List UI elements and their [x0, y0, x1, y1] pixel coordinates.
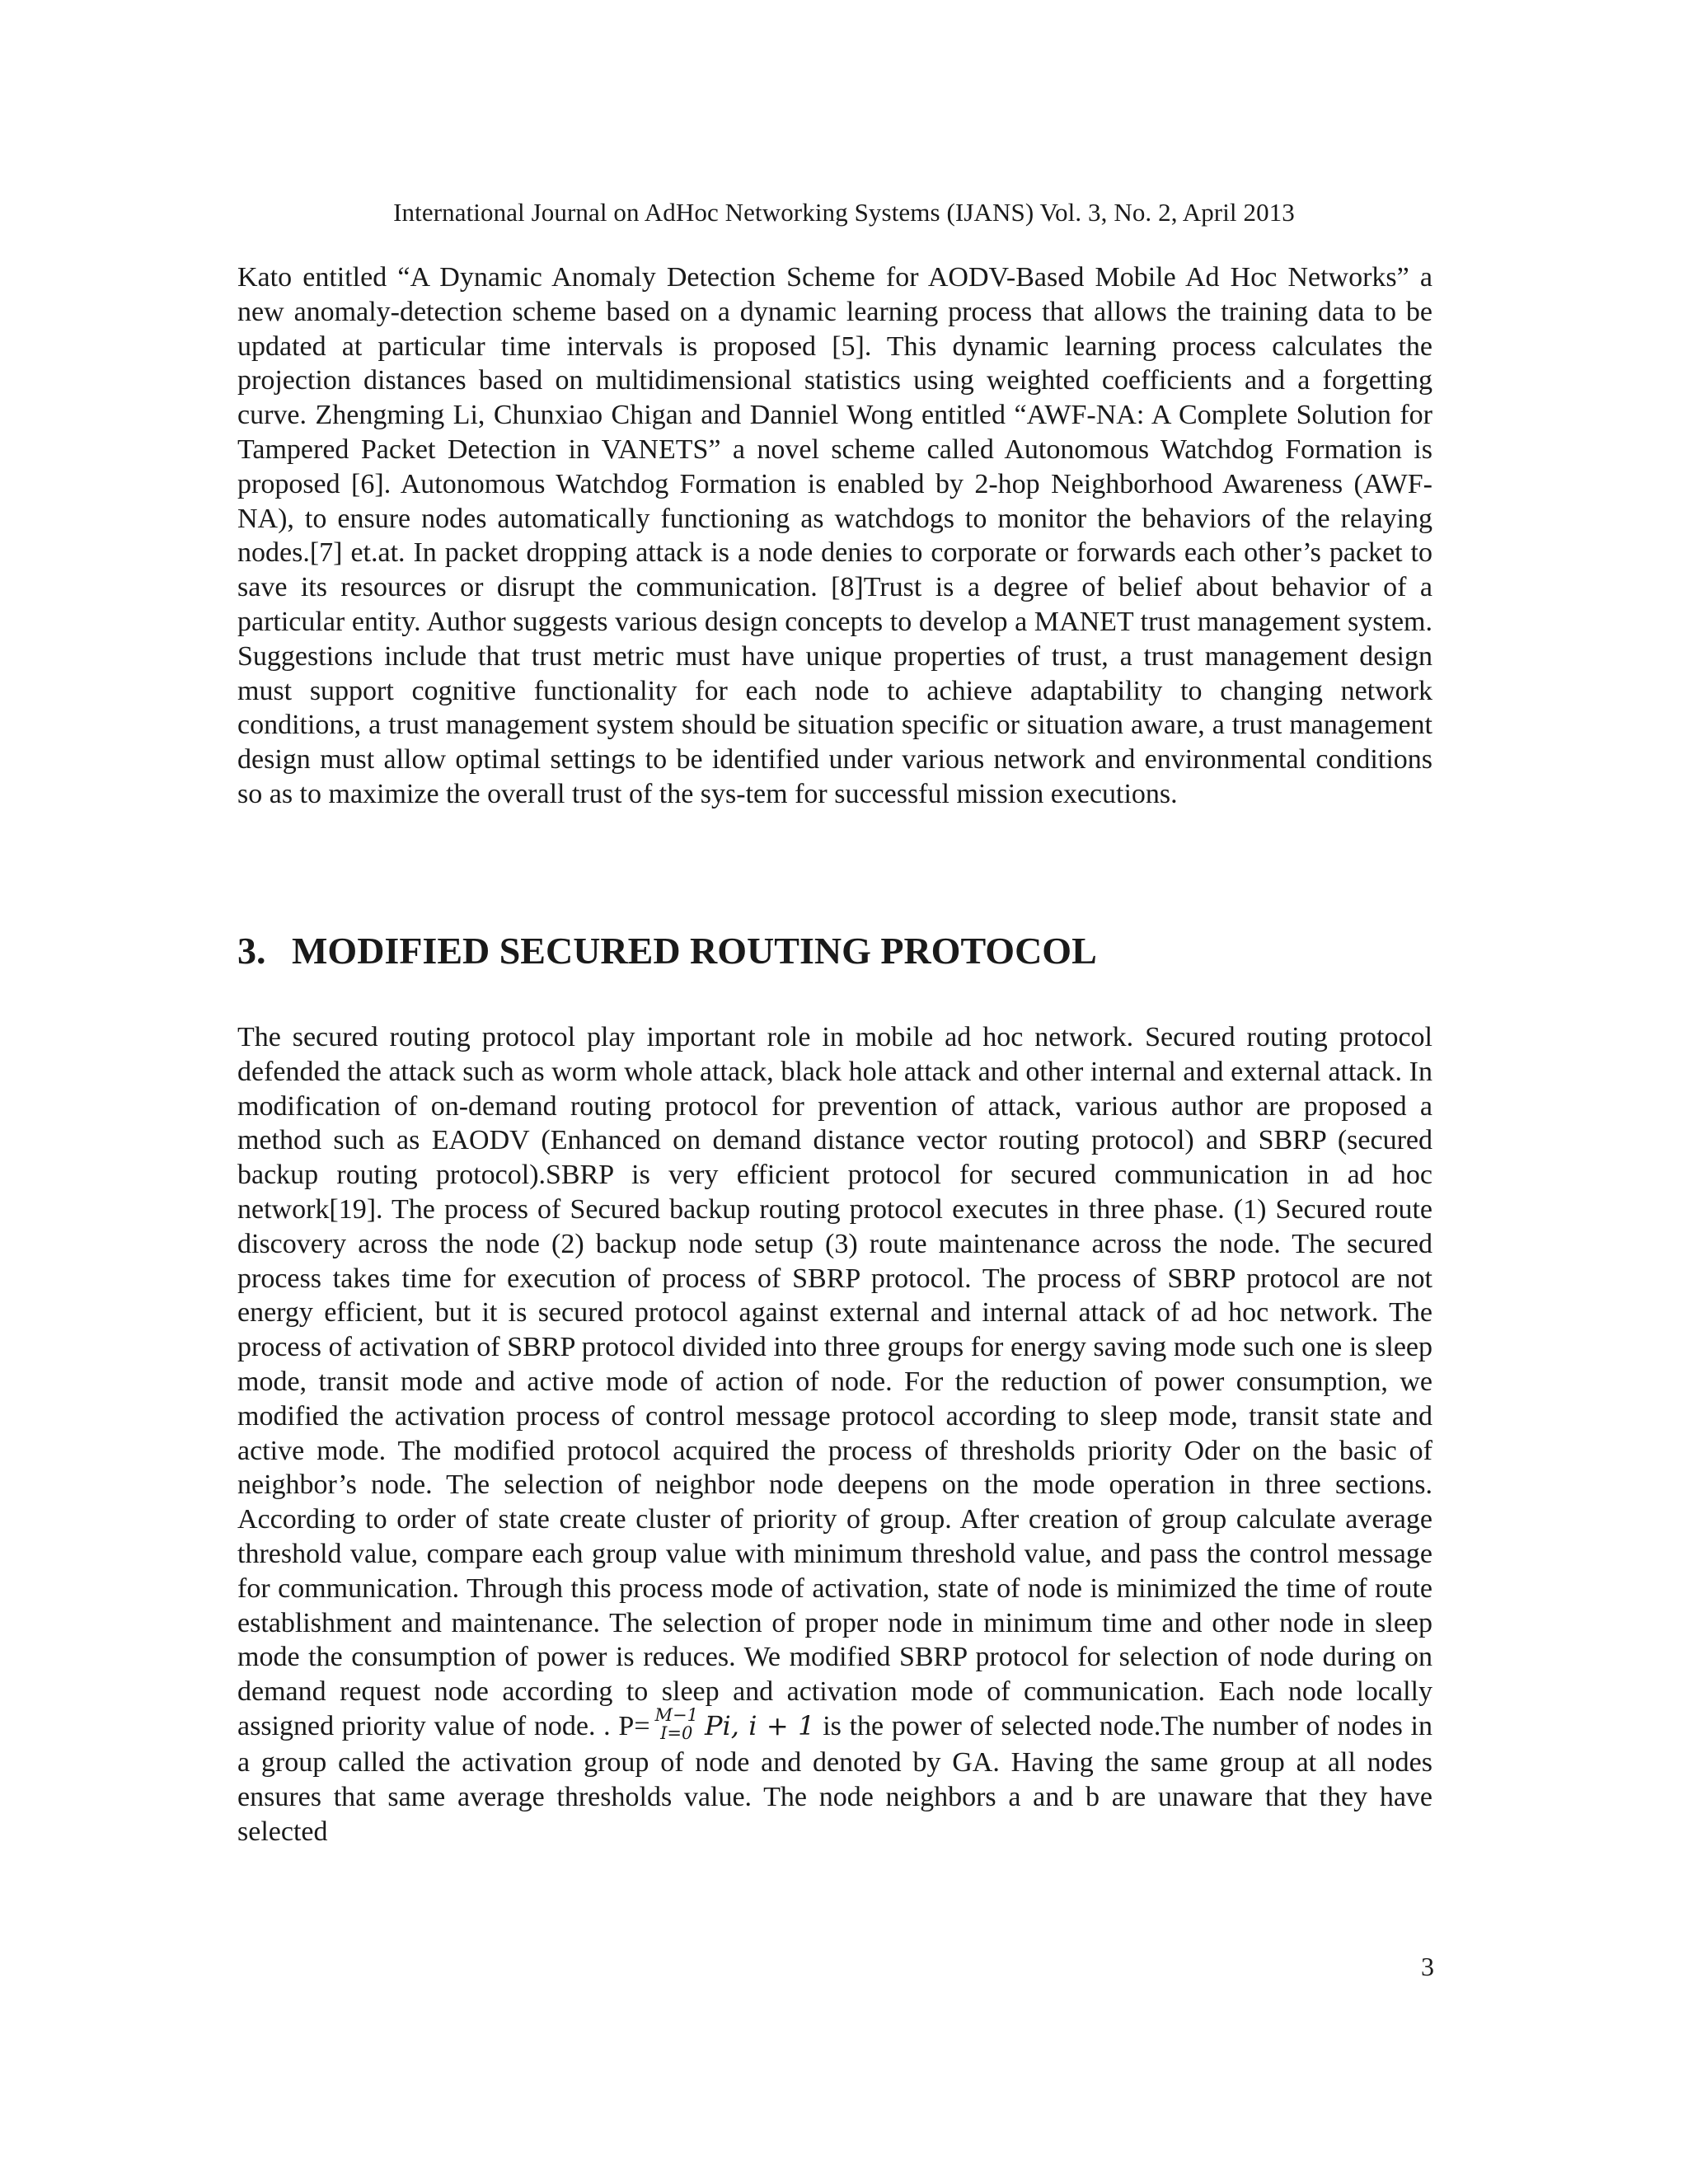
summation-limits — [655, 1706, 698, 1742]
running-header: International Journal on AdHoc Networking Systems (IJANS) Vol. 3, No. 2, April 2013 — [393, 198, 1295, 227]
body-paragraph-modified-protocol — [237, 1020, 1432, 1849]
section-number: 3. — [237, 930, 266, 972]
formula-prefix: P= — [618, 1710, 650, 1741]
body-paragraph-related-work: Kato entitled “A Dynamic Anomaly Detection Scheme for AODV-Based Mobile Ad Hoc Networks” a new anomaly-detection scheme based on a dynamic learning process that allows the training data to be updated at particular time intervals is proposed [5]. This dynamic learning process calculates the projection distances based on multidimensional statistics using weighted coefficients and a forgetting curve. Zhengming Li, Chunxiao Chigan and Danniel Wong entitled “AWF-NA: A Complete Solution for Tampered Packet Detection in VANETS” a novel scheme called Autonomous Watchdog Formation is proposed [6]. Autonomous Watchdog Formation is enabled by 2-hop Neighborhood Awareness (AWF-NA), to ensure nodes automatically functioning as watchdogs to monitor the behaviors of the relaying nodes.[7] et.at. In packet dropping attack is a node denies to corporate or forwards each other’s packet to save its resources or disrupt the communication. [8]Trust is a degree of belief about behavior of a particular entity. Author suggests various design concepts to develop a MANET trust management system. Suggestions include that trust metric must have unique properties of trust, a trust management design must support cognitive functionality for each node to achieve adaptability to changing network conditions, a trust management system should be situation specific or situation aware, a trust management design must allow optimal settings to be identified under various network and environmental conditions so as to maximize the overall trust of the sys-tem for successful mission executions. — [237, 262, 1432, 809]
section-heading — [237, 928, 1432, 974]
summation-lower-limit: I=0 — [660, 1723, 693, 1744]
formula-body: Pi, i + 1 — [704, 1709, 815, 1741]
power-formula — [618, 1705, 815, 1744]
section-title: MODIFIED SECURED ROUTING PROTOCOL — [292, 930, 1097, 972]
summation-upper-limit: M−1 — [654, 1705, 698, 1726]
page-number: 3 — [1421, 1952, 1434, 1981]
paragraph-text-before-formula: The secured routing protocol play important role in mobile ad hoc network. Secured routing protocol defended the attack such as worm whole attack, black hole attack and other internal and external attack. In modification of on-demand routing protocol for prevention of attack, various author are proposed a method such as EAODV (Enhanced on demand distance vector routing protocol) and SBRP (secured backup routing protocol).SBRP is very efficient protocol for secured communication in ad hoc network[19]. The process of Secured backup routing protocol executes in three phase. (1) Secured route discovery across the node (2) backup node setup (3) route maintenance across the node. The secured process takes time for execution of process of SBRP protocol. The process of SBRP protocol are not energy efficient, but it is secured protocol against external and internal attack of ad hoc network. The process of activation of SBRP protocol divided into three groups for energy saving mode such one is sleep mode, transit mode and active mode of action of node. For the reduction of power consumption, we modified the activation process of control message protocol according to sleep mode, transit state and active mode. The modified protocol acquired the process of thresholds priority Oder on the basic of neighbor’s node. The selection of neighbor node deepens on the mode operation in three sections. According to order of state create cluster of priority of group. After creation of group calculate average threshold value, compare each group value with minimum threshold value, and pass the control message for communication. Through this process mode of activation, state of node is minimized the time of route establishment and maintenance. The selection of proper node in minimum time and other node in sleep mode the consumption of power is reduces. We modified SBRP protocol for selection of node during on demand request node according to sleep and activation mode of communication. Each node locally assigned priority value of node. . — [237, 1022, 1432, 1741]
paragraph-text-after-formula: is the power of selected node.The number of nodes in a group called the activation group of node and denoted by GA. Having the same group at all nodes ensures that same average thresholds value. The node neighbors a and b are unaware that they have selected — [237, 1710, 1432, 1848]
